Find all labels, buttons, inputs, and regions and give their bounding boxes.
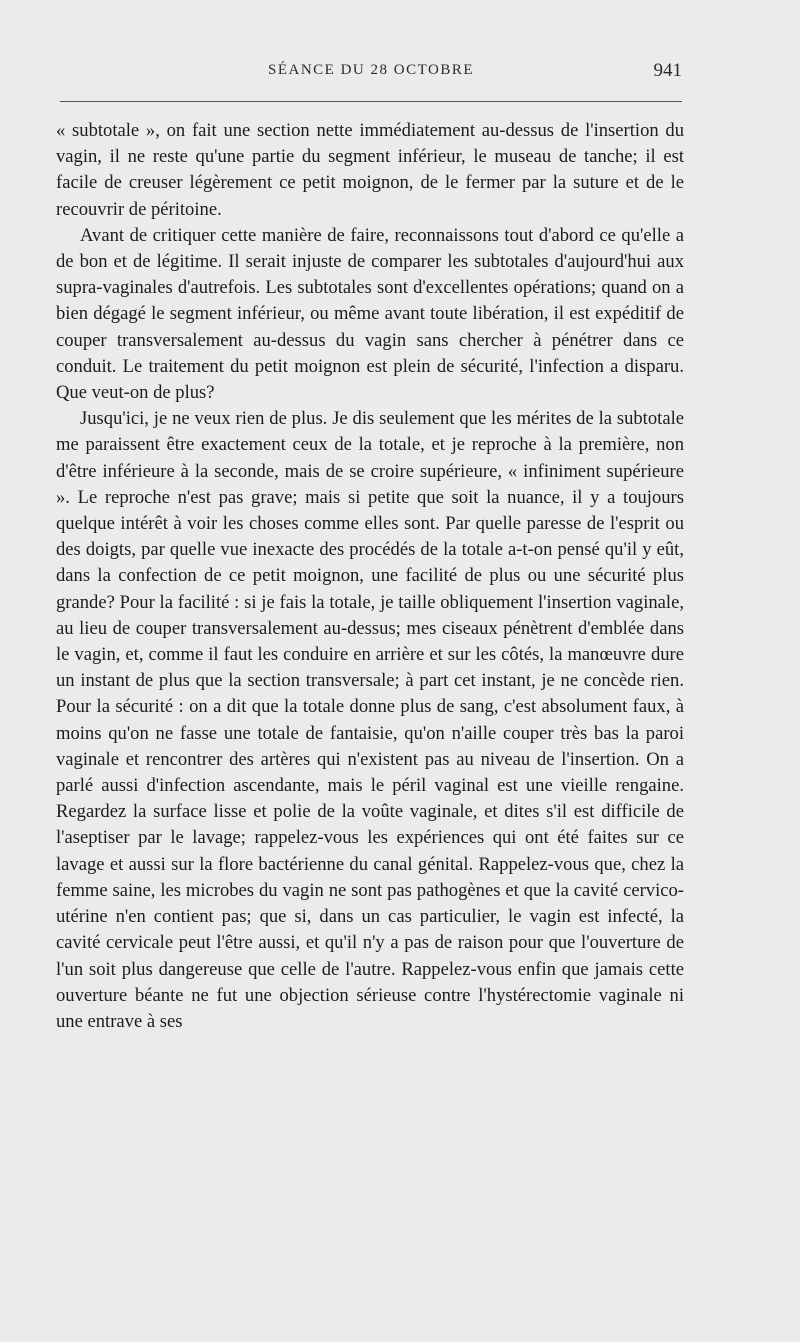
paragraph: Avant de critiquer cette manière de faire, reconnaissons tout d'abord ce qu'elle a de bon et de légitime. Il serait injuste de comparer les subtotales d'aujourd'hui aux supra-vaginales d'autrefois. Les subtotales sont d'excellentes opérations; quand on a bien dégagé le segment inférieur, ou même avant toute libération, il est expéditif de couper transversalement au-dessus du vagin sans chercher à pénétrer dans ce conduit. Le traitement du petit moignon est plein de sécurité, l'infection a disparu. Que veut-on de plus? [56,224,684,404]
running-head [60,62,682,86]
running-title: SÉANCE DU 28 OCTOBRE [268,62,474,78]
header-rule [60,101,682,102]
paragraph: « subtotale », on fait une section nette immédiatement au-dessus de l'insertion du vagin, il ne reste qu'une partie du segment inférieur, le museau de tanche; il est facile de creuser légèrement ce petit moignon, de le fermer par la suture et de le recouvrir de péritoine. [56,120,684,220]
body-text [56,118,684,1035]
page-number: 941 [653,60,682,81]
paragraph: Jusqu'ici, je ne veux rien de plus. Je dis seulement que les mérites de la subtotale me paraissent être exactement ceux de la totale, et je reproche à la première, non d'être inférieure à la seconde, mais de se croire supérieure, « infiniment supérieure ». Le reproche n'est pas grave; mais si petite que soit la nuance, il y a toujours quelque intérêt à voir les choses comme elles sont. Par quelle paresse de l'esprit ou des doigts, par quelle vue inexacte des procédés de la totale a-t-on pensé qu'il y eût, dans la confection de ce petit moignon, une facilité de plus ou une sécurité plus grande? Pour la facilité : si je fais la totale, je taille obliquement l'insertion vaginale, au lieu de couper transversalement au-dessus; mes ciseaux pénètrent d'emblée dans le vagin, et, comme il faut les conduire en arrière et sur les côtés, la manœuvre dure un instant de plus que la section transversale; à part cet instant, je ne concède rien. Pour la sécurité : on a dit que la totale donne plus de sang, c'est absolument faux, à moins qu'on ne fasse une totale de fantaisie, qu'on n'aille couper très bas la paroi vaginale et rencontrer des artères qui n'existent pas au niveau de l'insertion. On a parlé aussi d'infection ascendante, mais le péril vaginal est une vieille rengaine. Regardez la surface lisse et polie de la voûte vaginale, et dites s'il est difficile de l'aseptiser par le lavage; rappelez-vous les expériences qui ont été faites sur ce lavage et aussi sur la flore bactérienne du canal génital. Rappelez-vous que, chez la femme saine, les microbes du vagin ne sont pas pathogènes et que la cavité cervico-utérine n'en contient pas; que si, dans un cas particulier, le vagin est infecté, la cavité cervicale peut l'être aussi, et qu'il n'y a pas de raison pour que l'ouverture de l'un soit plus dangereuse que celle de l'autre. Rappelez-vous enfin que jamais cette ouverture béante ne fut une objection sérieuse contre l'hystérectomie vaginale ni une entrave à ses [56,408,684,1032]
